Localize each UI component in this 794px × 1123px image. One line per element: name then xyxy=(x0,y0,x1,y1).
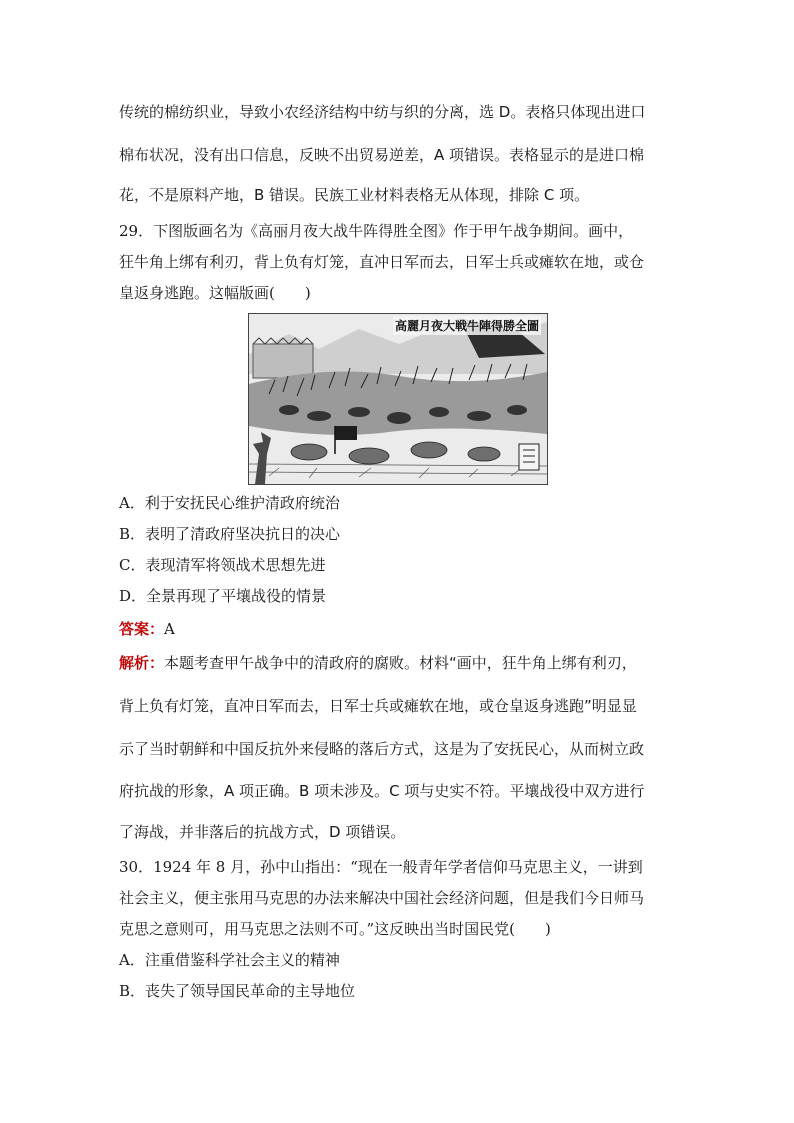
explanation-text-1: 本题考查甲午战争中的清政府的腐败。材料“画中，狂牛角上绑有利刃， xyxy=(164,654,637,672)
q29-stem-line-1: 29．下图版画名为《高丽月夜大战牛阵得胜全图》作于甲午战争期间。画中， xyxy=(119,222,634,240)
q29-explanation-line-3: 示了当时朝鲜和中国反抗外来侵略的落后方式，这是为了安抚民心，从而树立政 xyxy=(119,740,645,758)
q30-stem-line-2: 社会主义，便主张用马克思的办法来解决中国社会经济问题，但是我们今日师马 xyxy=(119,889,645,907)
q29-stem-line-3: 皇返身逃跑。这幅版画( ) xyxy=(119,284,311,302)
q30-option-a: A．注重借鉴科学社会主义的精神 xyxy=(119,951,340,969)
explanation-label: 解析： xyxy=(119,654,165,672)
answer-label: 答案： xyxy=(119,620,165,638)
prev-explanation-line-1: 传统的棉纺织业，导致小农经济结构中纺与织的分离，选 D。表格只体现出进口 xyxy=(119,103,646,121)
q29-option-c: C．表现清军将领战术思想先进 xyxy=(119,556,326,574)
woodblock-print-image xyxy=(248,313,548,485)
q30-stem-line-1: 30．1924 年 8 月，孙中山指出：“现在一般青年学者信仰马克思主义，一讲到 xyxy=(119,858,643,876)
q30-option-b: B．丧失了领导国民革命的主导地位 xyxy=(119,982,356,1000)
q29-explanation-line-4: 府抗战的形象，A 项正确。B 项未涉及。C 项与史实不符。平壤战役中双方进行 xyxy=(119,782,645,800)
prev-explanation-line-3: 花，不是原料产地，B 错误。民族工业材料表格无从体现，排除 C 项。 xyxy=(119,186,590,204)
woodblock-print-illustration xyxy=(249,314,547,484)
q29-stem-line-2: 狂牛角上绑有利刃，背上负有灯笼，直冲日军而去，日军士兵或瘫软在地，或仓 xyxy=(119,253,645,271)
q30-stem-line-3: 克思之意则可，用马克思之法则不可。”这反映出当时国民党( ) xyxy=(119,920,551,938)
q29-option-a: A．利于安抚民心维护清政府统治 xyxy=(119,494,340,512)
q29-option-b: B．表明了清政府坚决抗日的决心 xyxy=(119,525,341,543)
answer-value: A xyxy=(164,620,175,638)
figure-title: 高麗月夜大戦牛陣得勝全圖 xyxy=(393,316,541,335)
q29-explanation-line-2: 背上负有灯笼，直冲日军而去，日军士兵或瘫软在地，或仓皇返身逃跑”明显显 xyxy=(119,697,637,715)
prev-explanation-line-2: 棉布状况，没有出口信息，反映不出贸易逆差，A 项错误。表格显示的是进口棉 xyxy=(119,146,645,164)
q29-answer xyxy=(119,619,679,639)
q29-explanation-line-1 xyxy=(119,653,679,673)
q29-option-d: D．全景再现了平壤战役的情景 xyxy=(119,587,327,605)
q29-explanation-line-5: 了海战，并非落后的抗战方式，D 项错误。 xyxy=(119,823,406,841)
